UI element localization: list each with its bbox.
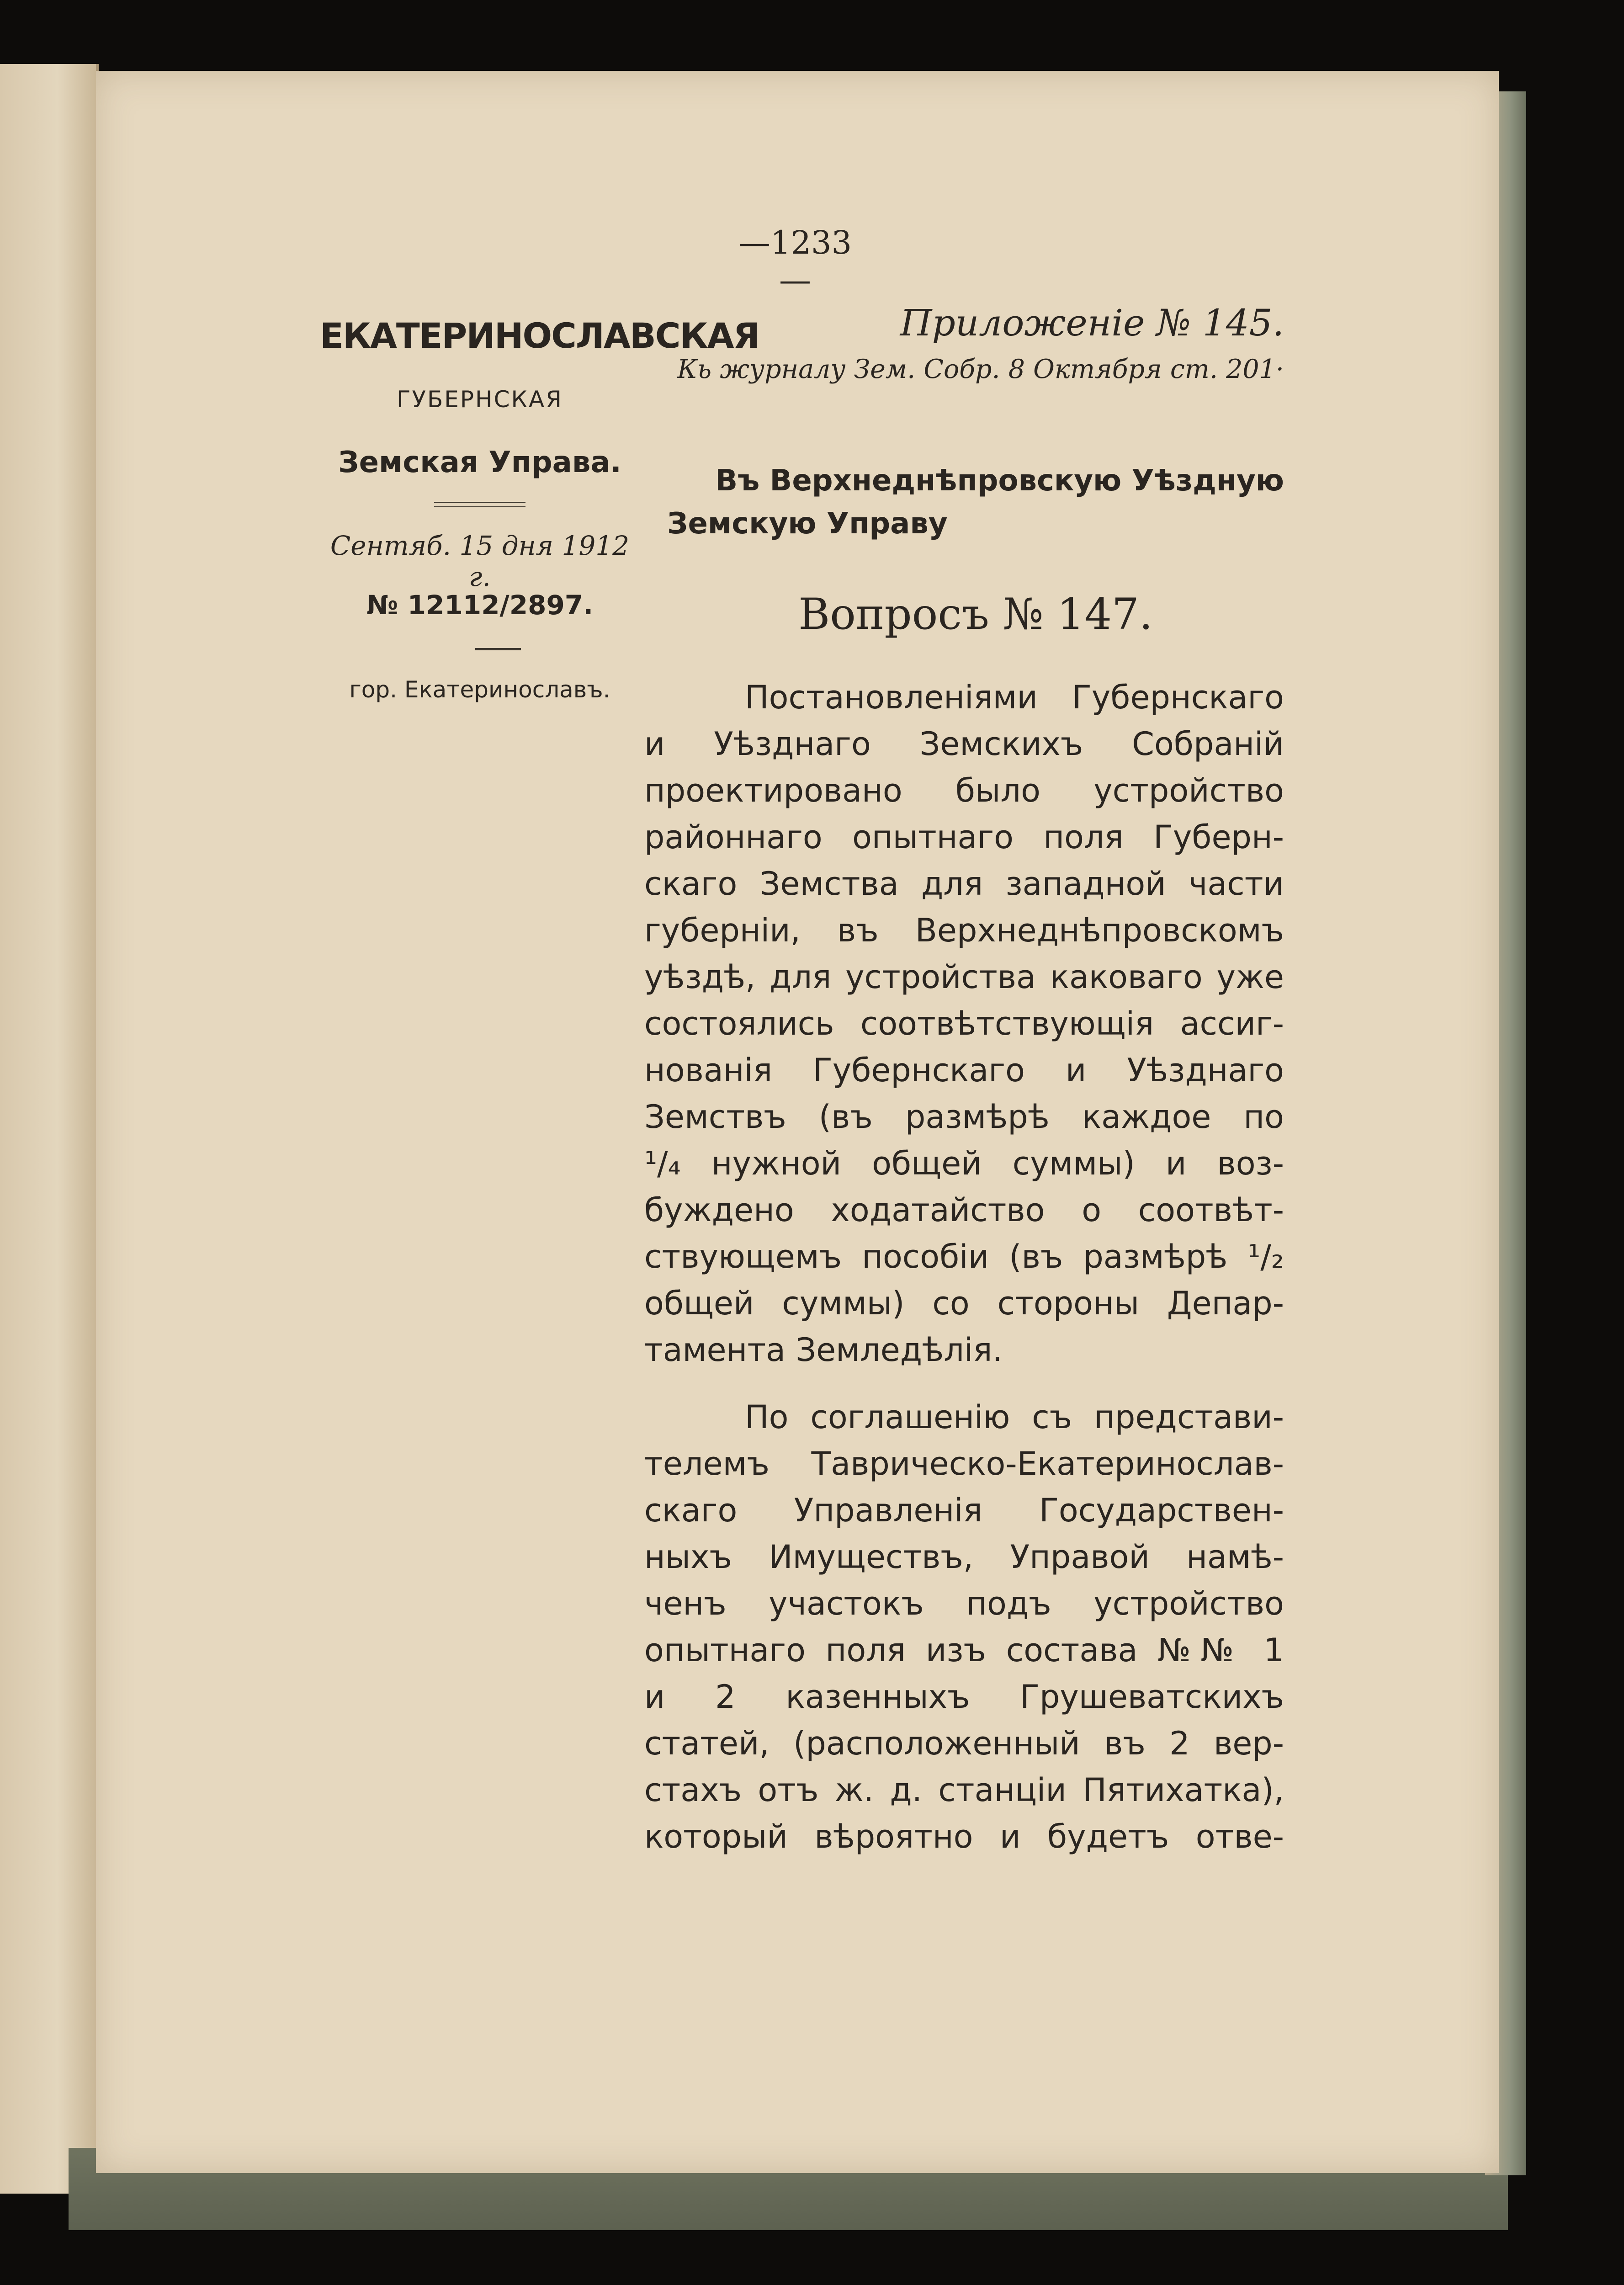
- text-line: общей суммы) со стороны Депар-: [644, 1285, 1284, 1322]
- text-line: районнаго опытнаго поля Губерн-: [644, 818, 1284, 856]
- text-line: ченъ участокъ подъ устройство: [644, 1585, 1284, 1622]
- question-title: Вопросъ № 147.: [798, 590, 1153, 639]
- text-line: нованія Губернскаго и Уѣзднаго: [644, 1052, 1284, 1089]
- page-number: —1233—: [738, 224, 852, 299]
- text-line: Постановленіями Губернскаго: [745, 679, 1284, 716]
- addressee: [667, 459, 1284, 545]
- double-rule-divider: [434, 502, 525, 507]
- left-page-edge: [0, 64, 99, 2194]
- text-line: стахъ отъ ж. д. станціи Пятихатка),: [644, 1771, 1284, 1809]
- appendix-reference: Кь журналу Зем. Собр. 8 Октября ст. 201·: [677, 354, 1284, 384]
- text-line: ныхъ Имуществъ, Управой намѣ-: [644, 1538, 1284, 1576]
- paragraph-1: [644, 674, 1284, 1373]
- text-line: ¹/₄ нужной общей суммы) и воз-: [644, 1145, 1284, 1182]
- sender-org-body: Земская Управа.: [338, 446, 621, 479]
- text-line: губерніи, въ Верхнеднѣпровскомъ: [644, 912, 1284, 949]
- text-line: телемъ Таврическо-Екатеринослав-: [644, 1445, 1284, 1483]
- paragraph-2: [644, 1394, 1284, 1860]
- text-line: проектировано было устройство: [644, 772, 1284, 809]
- text-line: Земствъ (въ размѣрѣ каждое по: [644, 1098, 1284, 1136]
- text-line: и 2 казенныхъ Грушеватскихъ: [644, 1678, 1284, 1716]
- text-line: состоялись соотвѣтствующія ассиг-: [644, 1005, 1284, 1042]
- text-line: тамента Земледѣлія.: [644, 1331, 1003, 1369]
- text-line: уѣздѣ, для устройства каковаго уже: [644, 958, 1284, 996]
- text-line: ствующемъ пособіи (въ размѣрѣ ¹/₂: [644, 1238, 1284, 1275]
- addressee-line-1: Въ Верхнеднѣпровскую Уѣздную: [715, 464, 1284, 498]
- text-line: статей, (расположенный въ 2 вер-: [644, 1725, 1284, 1762]
- sender-city: гор. Екатеринославъ.: [349, 676, 610, 703]
- text-line: буждено ходатайство о соотвѣт-: [644, 1191, 1284, 1229]
- text-line: и Уѣзднаго Земскихъ Собраній: [644, 725, 1284, 763]
- text-line: который вѣроятно и будетъ отве-: [644, 1818, 1284, 1855]
- appendix-title: Приложеніе № 145.: [900, 302, 1284, 344]
- sender-org-type: ГУБЕРНСКАЯ: [397, 386, 563, 413]
- text-line: По соглашенію съ представи-: [745, 1398, 1284, 1436]
- addressee-line-2: Земскую Управу: [667, 507, 948, 541]
- text-line: скаго Управленія Государствен-: [644, 1492, 1284, 1529]
- text-line: опытнаго поля изъ состава №№ 1: [644, 1631, 1284, 1669]
- sender-org-name: ЕКАТЕРИНОСЛАВСКАЯ: [320, 315, 759, 356]
- text-line: скаго Земства для западной части: [644, 865, 1284, 903]
- registration-number: № 12112/2897.: [366, 590, 594, 621]
- letter-date: Сентяб. 15 дня 1912 г.: [330, 530, 630, 592]
- rule-divider: [475, 648, 521, 650]
